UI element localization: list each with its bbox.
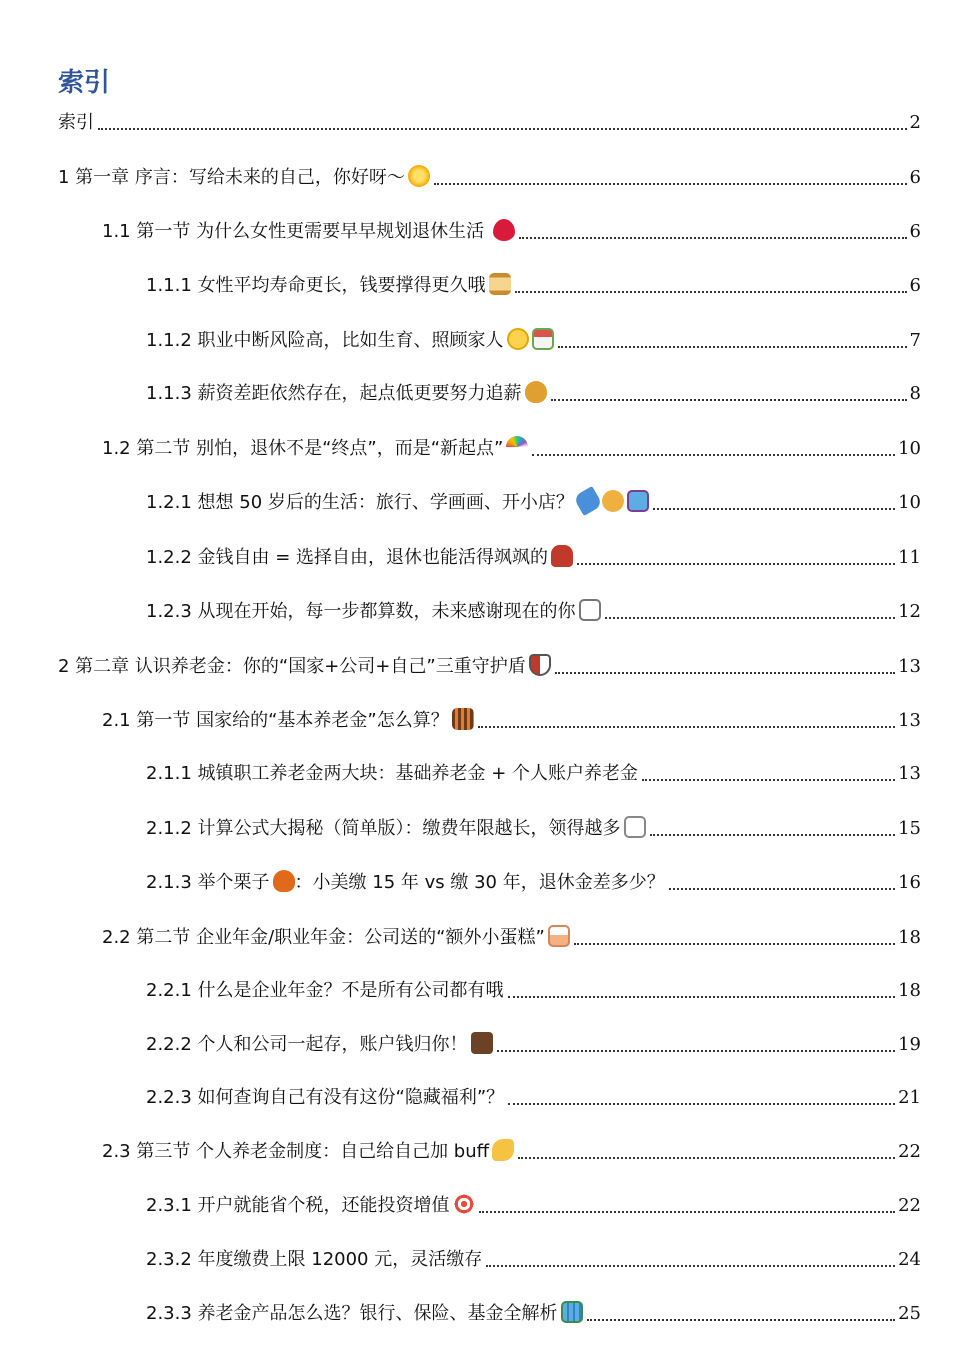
toc-entry-page: 13 (898, 763, 921, 784)
toc-entry-page: 19 (898, 1034, 921, 1055)
dot-leader (558, 345, 907, 348)
toc-entry-page: 18 (898, 927, 921, 948)
toc-entry[interactable] (146, 1243, 921, 1273)
toc-entry-page: 13 (898, 710, 921, 731)
dot-leader (605, 616, 896, 619)
toc-entry-title: 1.2.1 想想 50 岁后的生活：旅行、学画画、开小店？ (146, 490, 649, 516)
toc-heading: 索引 (58, 68, 111, 98)
toc-entry-title: 2.2.3 如何查询自己有没有这份“隐藏福利”？ (146, 1087, 505, 1108)
airplane-icon (573, 486, 603, 516)
toc-entry[interactable] (146, 757, 921, 787)
chestnut-icon (273, 870, 295, 892)
toc-entry-page: 12 (898, 601, 921, 622)
dot-leader (532, 453, 895, 456)
toc-entry-page: 22 (898, 1195, 921, 1216)
toc-entry-page: 10 (898, 492, 921, 513)
dot-leader (518, 1156, 895, 1159)
dot-leader (642, 778, 895, 781)
toc-entry[interactable] (146, 1297, 921, 1327)
toc-entry-page: 24 (898, 1249, 921, 1270)
heart-icon (493, 219, 515, 241)
toc-entry[interactable] (146, 1189, 921, 1219)
rainbow-icon (506, 436, 528, 458)
briefcase-icon (471, 1032, 493, 1054)
toc-entry-title: 1.1.3 薪资差距依然存在，起点低更要努力追薪 (146, 381, 547, 407)
toc-entry[interactable] (146, 324, 921, 354)
dot-leader (508, 1102, 895, 1105)
dot-leader (587, 1318, 896, 1321)
toc-entry[interactable] (146, 269, 921, 299)
toc-entry-title: 1.1.1 女性平均寿命更长，钱要撑得更久哦 (146, 273, 511, 299)
dot-leader (519, 236, 907, 239)
toc-entry-title: 2.1.2 计算公式大揭秘（简单版）：缴费年限越长，领得越多 (146, 816, 646, 842)
toc-entry[interactable] (102, 215, 921, 245)
toc-entry[interactable] (58, 161, 921, 191)
toc-entry[interactable] (146, 974, 921, 1004)
toc-entry-page: 16 (898, 872, 921, 893)
toc-entry-title: 2.1 第一节 国家给的“基本养老金”怎么算？ (102, 708, 474, 734)
dot-leader (98, 127, 907, 130)
toc-entry-title: 1 第一章 序言：写给未来的自己，你好呀～ (58, 165, 430, 191)
dot-leader (669, 887, 895, 890)
toc-entry[interactable] (102, 432, 921, 462)
toc-entry-title: 2.1.3 举个栗子 ：小美缴 15 年 vs 缴 30 年，退休金差多少？ (146, 872, 665, 893)
toc-entry-title: 1.2 第二节 别怕，退休不是“终点”，而是“新起点” (102, 436, 528, 462)
toc-entry[interactable] (146, 1028, 921, 1058)
toc-entry-page: 21 (898, 1087, 921, 1108)
bank-icon (561, 1301, 583, 1323)
toc-entry-page: 6 (909, 167, 921, 188)
dot-leader (653, 507, 895, 510)
toc-entry-title: 1.1 第一节 为什么女性更需要早早规划退休生活 (102, 219, 515, 245)
muscle-icon (492, 1139, 514, 1161)
toc-entry[interactable] (146, 1081, 921, 1111)
toc-entry-title: 索引 (58, 112, 94, 133)
chart-up-icon (624, 816, 646, 838)
toc-entry-title: 1.1.2 职业中断风险高，比如生育、照顾家人 (146, 328, 554, 354)
toc-entry[interactable] (102, 921, 921, 951)
dot-leader (434, 182, 907, 185)
baby-icon (507, 328, 529, 350)
toc-entry[interactable] (146, 377, 921, 407)
hourglass-icon (489, 273, 511, 295)
toc-entry-page: 6 (909, 221, 921, 242)
abacus-icon (452, 708, 474, 730)
toc-entry-page: 8 (909, 383, 921, 404)
target-icon (453, 1193, 475, 1215)
toc-entry-title: 2 第二章 认识养老金：你的“国家+公司+自己”三重守护盾 (58, 654, 551, 680)
cake-icon (548, 925, 570, 947)
love-letter-icon (579, 599, 601, 621)
money-bag-icon (525, 381, 547, 403)
toc-entry[interactable] (102, 704, 921, 734)
toc-entry-page: 13 (898, 656, 921, 677)
dot-leader (479, 1210, 896, 1213)
toc-entry-page: 11 (898, 547, 921, 568)
toc-entry-title: 1.2.2 金钱自由 = 选择自由，退休也能活得飒飒的 (146, 545, 573, 571)
toc-entry-page: 25 (898, 1303, 921, 1324)
dot-leader (551, 398, 907, 401)
toc-entry[interactable] (146, 595, 921, 625)
toc-entry-title: 2.3 第三节 个人养老金制度：自己给自己加 buff (102, 1139, 514, 1165)
dot-leader (574, 942, 895, 945)
dancer-icon (551, 545, 573, 567)
sparkles-icon (408, 165, 430, 187)
toc-entry-title: 2.3.2 年度缴费上限 12000 元，灵活缴存 (146, 1249, 483, 1270)
toc-entry-page: 2 (909, 112, 921, 133)
toc-entry-page: 7 (909, 330, 921, 351)
toc-entry-title: 2.3.3 养老金产品怎么选？银行、保险、基金全解析 (146, 1301, 583, 1327)
toc-entry[interactable] (146, 541, 921, 571)
toc-entry[interactable] (102, 1135, 921, 1165)
dot-leader (486, 1264, 895, 1267)
toc-entry-title: 2.2.1 什么是企业年金？不是所有公司都有哦 (146, 980, 504, 1001)
shield-icon (529, 654, 551, 676)
toc-entry-title: 1.2.3 从现在开始，每一步都算数，未来感谢现在的你 (146, 599, 601, 625)
dot-leader (515, 290, 907, 293)
shopping-bag-icon (627, 490, 649, 512)
toc-entry-title: 2.1.1 城镇职工养老金两大块：基础养老金 + 个人账户养老金 (146, 763, 639, 784)
dot-leader (577, 562, 895, 565)
toc-entry[interactable] (146, 812, 921, 842)
toc-entry-title: 2.3.1 开户就能省个税，还能投资增值 (146, 1193, 475, 1219)
palette-icon (602, 490, 624, 512)
toc-entry-title: 2.2.2 个人和公司一起存，账户钱归你！ (146, 1032, 493, 1058)
dot-leader (555, 671, 895, 674)
toc-entry-page: 22 (898, 1141, 921, 1162)
toc-entry-page: 10 (898, 438, 921, 459)
toc-entry-page: 15 (898, 818, 921, 839)
toc-entry-page: 6 (909, 275, 921, 296)
toc-entry-page: 18 (898, 980, 921, 1001)
toc-entry[interactable] (146, 486, 921, 516)
house-icon (532, 328, 554, 350)
dot-leader (650, 833, 896, 836)
toc-entry-title: 2.2 第二节 企业年金/职业年金：公司送的“额外小蛋糕” (102, 925, 570, 951)
dot-leader (497, 1049, 896, 1052)
toc-entry[interactable] (146, 866, 921, 896)
dot-leader (508, 995, 896, 998)
toc-entry[interactable] (58, 650, 921, 680)
dot-leader (478, 725, 895, 728)
toc-entry[interactable] (58, 106, 921, 136)
